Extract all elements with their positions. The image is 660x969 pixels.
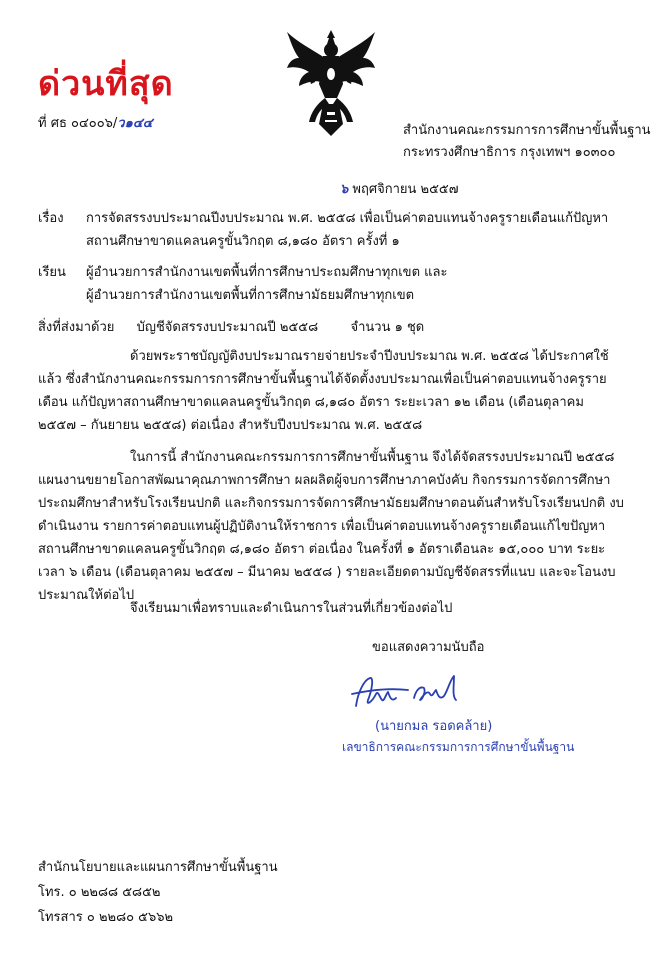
enclosure-quantity: จำนวน ๑ ชุด [350, 320, 425, 335]
closing-salutation: ขอแสดงความนับถือ [372, 640, 485, 655]
office-address: กระทรวงศึกษาธิการ กรุงเทพฯ ๑๐๓๐๐ [403, 145, 616, 160]
letter-date [340, 181, 459, 198]
signer-name: (นายกมล รอดคล้าย) [375, 719, 493, 734]
subject-label: เรื่อง [38, 211, 64, 226]
document-number [38, 115, 153, 132]
enclosure-block [38, 316, 626, 339]
footer-department: สำนักนโยบายและแผนการศึกษาขั้นพื้นฐาน [38, 860, 278, 875]
recipient-line-2: ผู้อำนวยการสำนักงานเขตพื้นที่การศึกษามัธยมศึกษาทุกเขต [86, 288, 415, 303]
signer-title: เลขาธิการคณะกรรมการการศึกษาขั้นพื้นฐาน [342, 740, 575, 754]
body-paragraph-2-text: ในการนี้ สำนักงานคณะกรรมการการศึกษาขั้นพื้นฐาน จึงได้จัดสรรงบประมาณปี ๒๕๕๘ แผนงานขยายโอกาสพัฒนาคุณภาพการศึกษา ผลผลิตผู้จบการศึกษาภาคบังคับ กิจกรรมการจัดการศึกษาประถมศึกษาสำหรับโรงเรียนปกติ และกิจกรรมการจัดการศึกษามัธยมศึกษาตอนต้นสำหรับโรงเรียนปกติ งบดำเนินงาน รายการค่าตอบแทนผู้ปฏิบัติงานให้ราชการ เพื่อเป็นค่าตอบแทนจ้างครูรายเดือนแก้ไขปัญหาสถานศึกษาขาดแคลนครูขั้นวิกฤต ๘,๑๘๐ อัตรา ต่อเนื่อง ในครั้งที่ ๑ อัตราเดือนละ ๑๕,๐๐๐ บาท ระยะเวลา ๖ เดือน (เดือนตุลาคม ๒๕๕๗ – มีนาคม ๒๕๕๘ ) รายละเอียดตามบัญชีจัดสรรที่แนบ และจะโอนงบประมาณให้ต่อไป [38, 450, 624, 603]
body-paragraph-3 [38, 597, 626, 620]
body-paragraph-3-text: จึงเรียนมาเพื่อทราบและดำเนินการในส่วนที่เกี่ยวข้องต่อไป [130, 601, 453, 616]
body-paragraph-1 [38, 345, 626, 437]
urgency-stamp: ด่วนที่สุด [38, 64, 174, 104]
office-name: สำนักงานคณะกรรมการการศึกษาขั้นพื้นฐาน [403, 123, 651, 138]
recipient-block [38, 261, 626, 307]
garuda-emblem-icon [283, 28, 379, 138]
recipient-label: เรียน [38, 265, 66, 280]
issuing-office [403, 122, 651, 161]
date-day-handwritten: ๖ [340, 182, 349, 197]
subject-line-1: การจัดสรรงบประมาณปีงบประมาณ พ.ศ. ๒๕๕๘ เพื่อเป็นค่าตอบแทนจ้างครูรายเดือนแก้ปัญหา [86, 211, 609, 226]
enclosure-item: บัญชีจัดสรรงบประมาณปี ๒๕๕๘ [136, 320, 319, 335]
doc-number-prefix: ที่ ศธ ๐๔๐๐๖/ [38, 116, 118, 131]
body-paragraph-2 [38, 446, 626, 607]
footer-contact [38, 855, 278, 930]
footer-fax: โทรสาร ๐ ๒๒๘๐ ๕๖๖๒ [38, 910, 174, 925]
doc-number-handwritten: ว๑๔๔ [117, 116, 153, 131]
subject-line-2: สถานศึกษาขาดแคลนครูขั้นวิกฤต ๘,๑๘๐ อัตรา ครั้งที่ ๑ [86, 234, 400, 249]
body-paragraph-1-text: ด้วยพระราชบัญญัติงบประมาณรายจ่ายประจำปีงบประมาณ พ.ศ. ๒๕๕๘ ได้ประกาศใช้แล้ว ซึ่งสำนักงานคณะกรรมการการศึกษาขั้นพื้นฐานได้จัดตั้งงบประมาณเพื่อเป็นค่าตอบแทนจ้างครูรายเดือน แก้ปัญหาสถานศึกษาขาดแคลนครูขั้นวิกฤต ๘,๑๘๐ อัตรา ระยะเวลา ๑๒ เดือน (เดือนตุลาคม ๒๕๕๗ – กันยายน ๒๕๕๘) ต่อเนื่อง สำหรับปีงบประมาณ พ.ศ. ๒๕๕๘ [38, 349, 609, 433]
enclosure-label: สิ่งที่ส่งมาด้วย [38, 320, 115, 335]
signature-image [350, 672, 470, 716]
subject-block [38, 207, 626, 253]
recipient-line-1: ผู้อำนวยการสำนักงานเขตพื้นที่การศึกษาประถมศึกษาทุกเขต และ [86, 265, 448, 280]
footer-telephone: โทร. ๐ ๒๒๘๘ ๕๘๕๒ [38, 885, 161, 900]
date-month-year: พฤศจิกายน ๒๕๕๗ [348, 182, 459, 197]
